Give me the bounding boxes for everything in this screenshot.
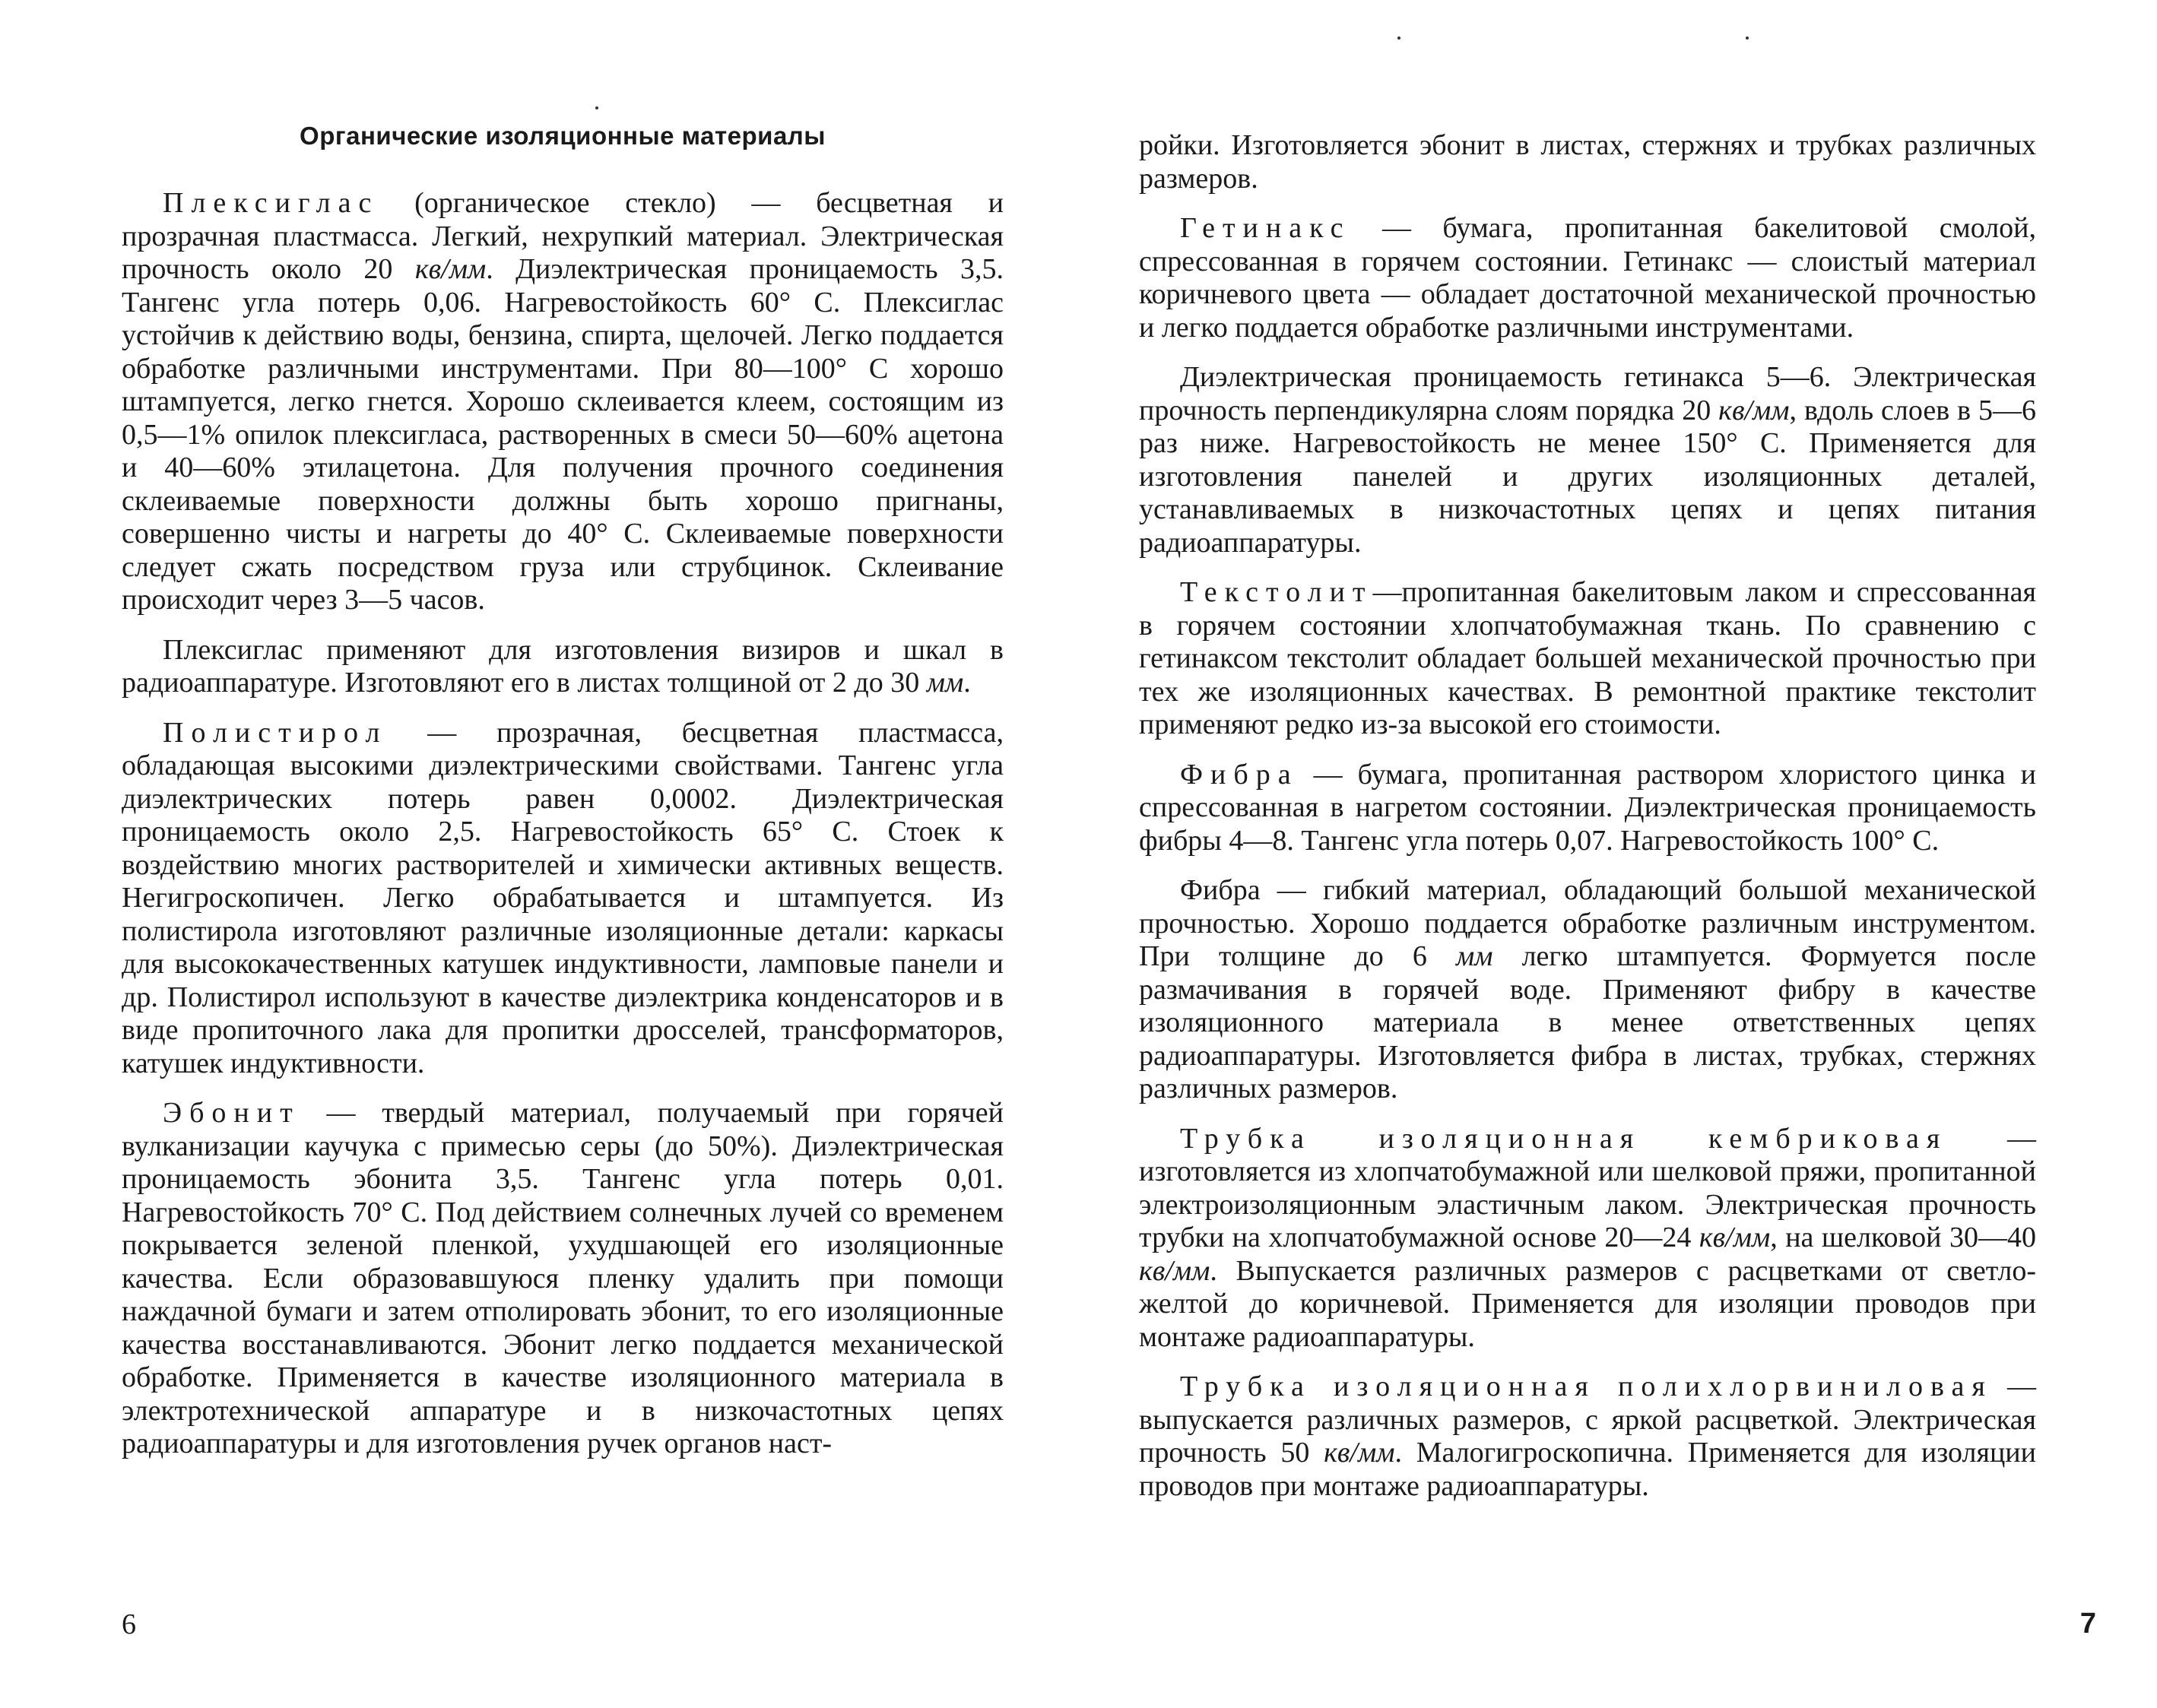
page-number: 6 (122, 1608, 136, 1640)
text-run: — прозрачная, бесцветная пластмасса, обладающая высокими диэлектрическими свойствами. Тангенс угла диэлектрических потерь равен 0,0002. Диэлектрическая проницаемость около 2,5. Нагревостойкость 65° С. Стоек к воздействию многих растворителей и химически активных веществ. Негигроскопичен. Легко обрабатывается и штампуется. Из полистирола изготовляют различные изоляционные детали: каркасы для высококачественных катушек индуктивности, ламповые панели и др. Полистирол используют в качестве диэлектрика конденсаторов и в виде пропиточного лака для пропитки дросселей, трансформаторов, катушек индуктивности. (122, 716, 1004, 1079)
unit: кв/мм (1324, 1437, 1395, 1469)
print-speck (595, 106, 598, 109)
term-pvc-tube: Трубка изоляционная полихлорвиниловая (1180, 1371, 1993, 1402)
paragraph-plexiglas-use (122, 634, 1004, 700)
paragraph-getinax-props (1139, 361, 2036, 559)
term-plexiglas: Плексиглас (163, 187, 379, 219)
term-getinax: Гетинакс (1180, 212, 1351, 244)
unit: кв/мм (1139, 1254, 1210, 1287)
term-polystyrene: Полистирол (163, 716, 388, 749)
paragraph-textolite (1139, 576, 2036, 742)
text-run: Диэлектрическая проницаемость гетинакса 5—6. Электрическая прочность перпендикулярна слоям порядка 20 (1139, 361, 2036, 426)
unit: мм (926, 667, 964, 699)
left-page (0, 0, 1078, 1708)
right-page (1078, 0, 2157, 1708)
text-run: — бумага, пропитанная бакелитовой смолой, спрессованная в горячем состоянии. Гетинакс — слоистый материал коричневого цвета — обладает достаточной механической прочностью и легко поддается обработке различными инструментами. (1139, 212, 2036, 344)
unit: кв/мм (414, 253, 487, 285)
paragraph-plexiglas (122, 187, 1004, 617)
paragraph-ebonite-cont: ройки. Изготовляется эбонит в листах, стержнях и трубках различных размеров. (1139, 129, 2036, 195)
paragraph-getinax (1139, 212, 2036, 344)
print-speck (1397, 36, 1400, 40)
text-run: Фибра — гибкий материал, обладающий большой механической прочностью. Хорошо поддается обработке различным инструментом. При толщине до 6 (1139, 874, 2036, 972)
paragraph-ebonite (122, 1097, 1004, 1461)
text-run: — выпускается различных размеров, с яркой расцветкой. Электрическая прочность 50 (1139, 1371, 2036, 1469)
text-run: , вдоль слоев в 5—6 раз ниже. Нагревостойкость не менее 150° С. Применяется для изготовления панелей и других изоляционных деталей, устанавливаемых в низкочастотных цепях и цепях питания радиоаппаратуры. (1139, 394, 2037, 559)
section-heading: Органические изоляционные материалы (300, 122, 826, 150)
term-textolite: Текстолит (1180, 576, 1373, 608)
paragraph-pvc-tube (1139, 1371, 2036, 1503)
unit: мм (1455, 940, 1493, 972)
text-run: . Выпускается различных размеров с расцветками от светло-желтой до коричневой. Применяется для изоляции проводов при монтаже радиоаппаратуры. (1139, 1254, 2036, 1353)
text-run: . Диэлектрическая проницаемость 3,5. Тангенс угла потерь 0,06. Нагревостойкость 60° С. Плексиглас устойчив к действию воды, бензина, спирта, щелочей. Легко поддается обработке различными инструментами. При 80—100° С хорошо штампуется, легко гнется. Хорошо склеивается клеем, состоящим из 0,5—1% опилок плексигласа, растворенных в смеси 50—60% ацетона и 40—60% этилацетона. Для получения прочного соединения склеиваемые поверхности должны быть хорошо пригнаны, совершенно чисты и нагреты до 40° С. Склеиваемые поверхности следует сжать посредством груза или струбцинок. Склеивание происходит через 3—5 часов. (122, 253, 1004, 616)
print-speck (1746, 36, 1749, 40)
text-run: легко штампуется. Формуется после размачивания в горячей воде. Применяют фибру в качестве изоляционного материала в менее ответственных цепях радиоаппаратуры. Изготовляется фибра в листах, трубках, стержнях различных размеров. (1139, 940, 2036, 1104)
paragraph-polystyrene (122, 717, 1004, 1081)
paragraph-cambric-tube (1139, 1123, 2036, 1355)
text-run: . (963, 667, 971, 699)
right-column (1139, 129, 2036, 1519)
unit: кв/мм (1718, 394, 1790, 426)
term-cambric-tube: Трубка изоляционная кембриковая (1180, 1122, 1948, 1155)
left-column (122, 122, 1004, 1478)
text-run: Плексиглас применяют для изготовления визиров и шкал в радиоаппаратуре. Изготовляют его в листах толщиной от 2 до 30 (122, 633, 1004, 699)
term-ebonite: Эбонит (163, 1097, 300, 1129)
unit: кв/мм (1699, 1222, 1771, 1253)
term-fibre: Фибра (1180, 758, 1299, 791)
paragraph-fibre-props (1139, 874, 2036, 1106)
text-run: . Малогигроскопична. Применяется для изоляции проводов при монтаже радиоаппаратуры. (1139, 1437, 2036, 1502)
paragraph-fibre (1139, 759, 2036, 858)
text-run: — бумага, пропитанная раствором хлористого цинка и спрессованная в нагретом состоянии. Диэлектрическая проницаемость фибры 4—8. Тангенс угла потерь 0,07. Нагревостойкость 100° С. (1139, 758, 2036, 857)
text-run: , на шелковой 30—40 (1770, 1222, 2036, 1253)
text-run: (органическое стекло) — бесцветная и прозрачная пластмасса. Легкий, нехрупкий материал. Электрическая прочность около 20 (122, 187, 1004, 285)
text-run: —пропитанная бакелитовым лаком и спрессованная в горячем состоянии хлопчатобумажная ткань. По сравнению с гетинаксом текстолит обладает большей механической прочностью при тех же изоляционных качествах. В ремонтной практике текстолит применяют редко из-за высокой его стоимости. (1139, 576, 2036, 740)
text-run: — твердый материал, получаемый при горячей вулканизации каучука с примесью серы (до 50%). Диэлектрическая проницаемость эбонита 3,5. Тангенс угла потерь 0,01. Нагревостойкость 70° С. Под действием солнечных лучей со временем покрывается зеленой пленкой, ухудшающей его изоляционные качества. Если образовавшуюся пленку удалить при помощи наждачной бумаги и затем отполировать эбонит, то его изоляционные качества восстанавливаются. Эбонит легко поддается механической обработке. Применяется в качестве изоляционного материала в электротехнической аппаратуре и в низкочастотных цепях радиоаппаратуры и для изготовления ручек органов наст- (122, 1097, 1004, 1459)
page-number: 7 (2079, 1608, 2096, 1640)
text-run: — изготовляется из хлопчатобумажной или шелковой пряжи, пропитанной электроизоляционным эластичным лаком. Электрическая прочность трубки на хлопчатобумажной основе 20—24 (1139, 1122, 2036, 1253)
